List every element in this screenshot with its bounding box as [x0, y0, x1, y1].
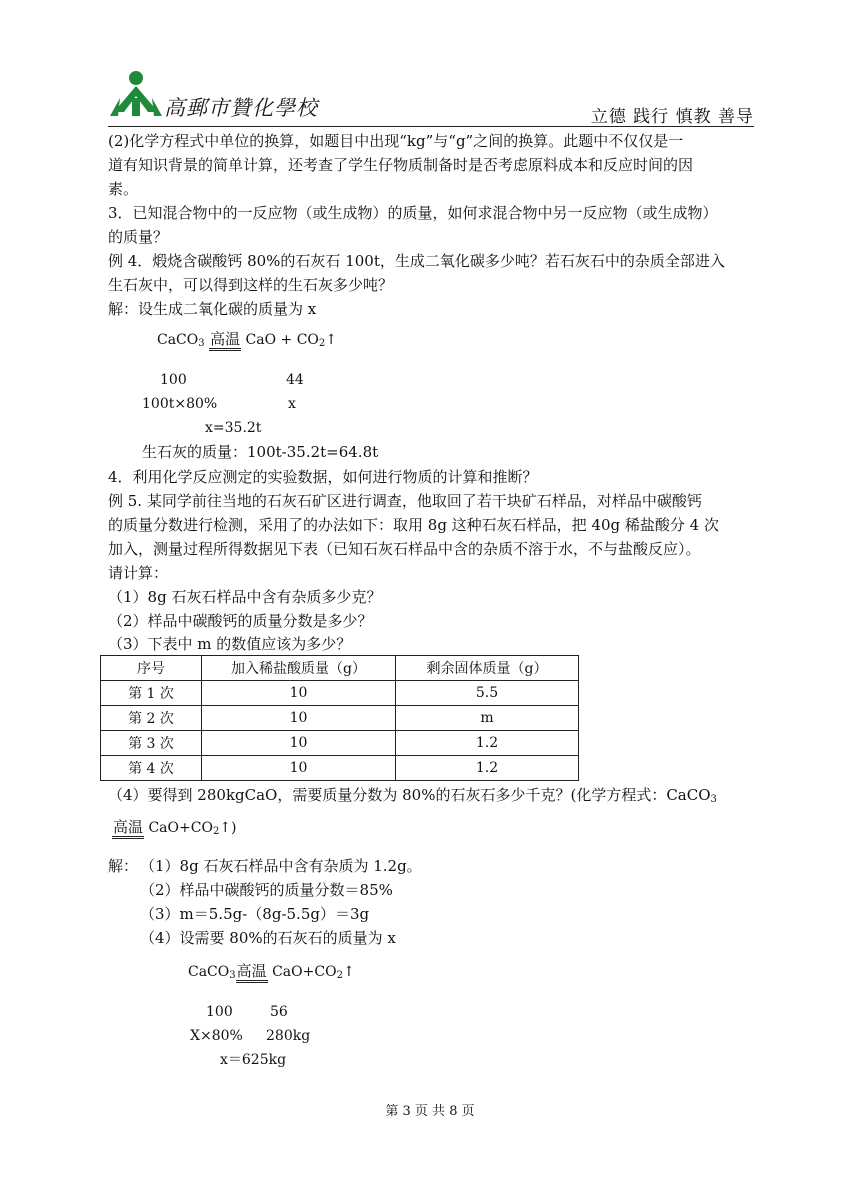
reaction-condition: 高温 — [209, 330, 241, 351]
question-item: （2）样品中碳酸钙的质量分数是多少？ — [108, 612, 373, 630]
question-item: （1）8g 石灰石样品中含有杂质多少克？ — [108, 588, 382, 606]
molar-mass: 44 — [286, 372, 304, 388]
question-item: （4）要得到 280kgCaO，需要质量分数为 80%的石灰石多少千克？(化学方程式：CaCO$_3$ — [108, 786, 717, 805]
example-line: 例 4．煅烧含碳酸钙 80%的石灰石 100t，生成二氧化碳多少吨？若石灰石中的杂质全部进入 — [108, 252, 725, 270]
paragraph-line: 的质量？ — [108, 228, 169, 246]
paragraph-line: 道有知识背景的简单计算，还考查了学生仔物质制备时是否考虑原料成本和反应时间的因 — [108, 156, 694, 174]
molar-mass: 56 — [270, 1004, 288, 1020]
table-cell: 第 3 次 — [101, 731, 202, 756]
page-header — [108, 68, 754, 126]
table-cell: 10 — [202, 731, 396, 756]
table-row — [101, 731, 579, 756]
column-header: 剩余固体质量（g） — [396, 656, 579, 681]
chemical-equation: CaCO$_3$ 高温 CaO + $CO_2↑$ — [157, 330, 338, 349]
answer-item: （1）8g 石灰石样品中含有杂质为 1.2g。 — [140, 857, 422, 875]
result: 生石灰的质量：100t-35.2t=64.8t — [142, 443, 379, 461]
header-divider — [108, 126, 754, 127]
paragraph-line: 素。 — [108, 180, 139, 198]
chemical-equation: CaCO$_3$高温 $CaO+CO_2↑$ — [188, 962, 355, 981]
table-header-row — [101, 656, 579, 681]
data-table — [100, 655, 579, 781]
solution-label: 解： — [108, 857, 139, 875]
known-mass: 100t×80% — [142, 396, 218, 412]
unknown-mass: x — [288, 396, 296, 412]
answer-item: （3）m＝5.5g-（8g-5.5g）＝3g — [140, 905, 370, 923]
paragraph-line: 加入，测量过程所得数据见下表（已知石灰石样品中含的杂质不溶于水，不与盐酸反应）。 — [108, 540, 701, 558]
reaction-condition: 高温 — [236, 962, 268, 983]
column-header: 加入稀盐酸质量（g） — [202, 656, 396, 681]
molar-mass: 100 — [160, 372, 187, 388]
table-cell: 10 — [202, 681, 396, 706]
result: x=35.2t — [205, 420, 262, 436]
table-cell: 第 4 次 — [101, 756, 202, 781]
school-motto: 立德 践行 慎教 善导 — [590, 107, 754, 127]
example-line: 例 5. 某同学前往当地的石灰石矿区进行调查，他取回了若干块矿石样品，对样品中碳酸钙 — [108, 492, 702, 510]
school-name: 高郵市贊化學校 — [164, 96, 318, 120]
question-heading: 4．利用化学反应测定的实验数据，如何进行物质的计算和推断？ — [108, 468, 538, 486]
page-number: 第 3 页 共 8 页 — [385, 1104, 475, 1119]
paragraph-line: 请计算： — [108, 564, 169, 582]
chemical-equation: 高温 $CaO+CO_2↑$) — [113, 818, 237, 837]
molar-mass: 100 — [206, 1004, 233, 1020]
paragraph-line: 的质量分数进行检测，采用了的办法如下：取用 8g 这种石灰石样品，把 40g 稀盐酸分 4 次 — [108, 516, 719, 534]
answer-item: （4）设需要 80%的石灰石的质量为 x — [140, 929, 396, 947]
paragraph-line: 生石灰中，可以得到这样的生石灰多少吨？ — [108, 276, 394, 294]
table-row — [101, 681, 579, 706]
table-cell: m — [396, 706, 579, 731]
table-cell: 5.5 — [396, 681, 579, 706]
table-cell: 1.2 — [396, 731, 579, 756]
school-logo-icon — [108, 68, 164, 120]
known-mass: X×80% — [190, 1028, 243, 1044]
table-cell: 第 1 次 — [101, 681, 202, 706]
reaction-condition: 高温 — [112, 818, 144, 839]
table-cell: 10 — [202, 756, 396, 781]
paragraph-line: (2)化学方程式中单位的换算，如题目中出现“kg”与“g”之间的换算。此题中不仅仅是一 — [108, 132, 684, 150]
question-item: （3）下表中 m 的数值应该为多少？ — [108, 635, 352, 653]
answer-item: （2）样品中碳酸钙的质量分数＝85% — [140, 881, 393, 899]
target-mass: 280kg — [266, 1028, 311, 1044]
solution-line: 解：设生成二氧化碳的质量为 x — [108, 300, 317, 318]
question-heading: 3．已知混合物中的一反应物（或生成物）的质量，如何求混合物中另一反应物（或生成物） — [108, 204, 718, 222]
table-row — [101, 706, 579, 731]
table-row — [101, 756, 579, 781]
result: x＝625kg — [220, 1052, 287, 1068]
column-header: 序号 — [101, 656, 202, 681]
table-cell: 1.2 — [396, 756, 579, 781]
table-cell: 10 — [202, 706, 396, 731]
table-cell: 第 2 次 — [101, 706, 202, 731]
